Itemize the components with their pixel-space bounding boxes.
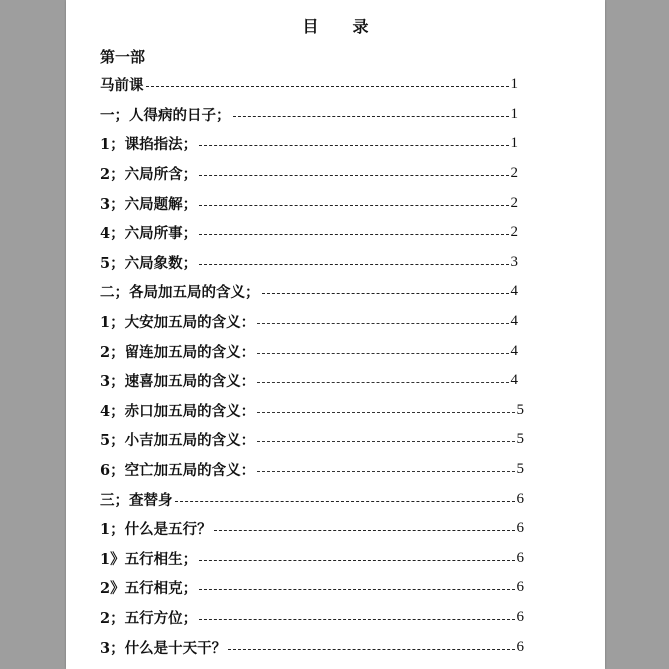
toc-dot-leader bbox=[257, 323, 508, 324]
toc-dot-leader bbox=[199, 589, 514, 590]
toc-entry-page-number: 6 bbox=[516, 608, 524, 625]
toc-entry[interactable] bbox=[100, 218, 518, 248]
toc-dot-leader bbox=[262, 293, 509, 294]
toc-entry-label: 2；五行方位； bbox=[100, 609, 198, 627]
toc-entry-label: 2》五行相克； bbox=[100, 580, 198, 598]
toc-entry-label: 2；六局所含； bbox=[100, 166, 198, 184]
toc-dot-leader bbox=[146, 86, 509, 87]
toc-entry-page-number: 1 bbox=[510, 105, 518, 122]
toc-entry-page-number: 4 bbox=[510, 372, 518, 389]
toc-entry[interactable] bbox=[100, 277, 518, 307]
toc-entry-label: 2；留连加五局的含义： bbox=[100, 343, 256, 361]
toc-dot-leader bbox=[257, 441, 514, 442]
toc-dot-leader bbox=[228, 649, 514, 650]
toc-dot-leader bbox=[257, 471, 514, 472]
toc-entry-page-number: 6 bbox=[516, 520, 524, 537]
toc-entry[interactable] bbox=[100, 248, 518, 278]
toc-entry-page-number: 3 bbox=[510, 253, 518, 270]
toc-entry-label: 1》五行相生； bbox=[100, 550, 198, 568]
toc-entry[interactable] bbox=[100, 129, 518, 159]
toc-entry[interactable] bbox=[100, 514, 524, 544]
toc-entry-label: 二；各局加五局的含义； bbox=[100, 284, 260, 302]
toc-entry-page-number: 2 bbox=[510, 224, 518, 241]
toc-entry[interactable] bbox=[100, 632, 524, 662]
toc-entry[interactable] bbox=[100, 366, 518, 396]
toc-dot-leader bbox=[257, 353, 508, 354]
toc-dot-leader bbox=[257, 412, 514, 413]
toc-title-char-2: 录 bbox=[352, 17, 369, 36]
toc-dot-leader bbox=[257, 382, 508, 383]
part-heading: 第一部 bbox=[100, 48, 146, 66]
toc-entry-label: 1；课掐指法； bbox=[100, 136, 198, 154]
toc-dot-leader bbox=[199, 145, 508, 146]
toc-entry[interactable] bbox=[100, 455, 524, 485]
toc-entry-label: 一；人得病的日子； bbox=[100, 106, 231, 124]
toc-entry[interactable] bbox=[100, 307, 518, 337]
toc-dot-leader bbox=[199, 234, 508, 235]
toc-entry-label: 4；赤口加五局的含义： bbox=[100, 402, 256, 420]
toc-dot-leader bbox=[199, 175, 508, 176]
toc-entry-page-number: 6 bbox=[516, 549, 524, 566]
toc-entry[interactable] bbox=[100, 159, 518, 189]
toc-entry-label: 3；什么是十天干？ bbox=[100, 639, 227, 657]
toc-entry-label: 3；速喜加五局的含义： bbox=[100, 373, 256, 391]
toc-dot-leader bbox=[175, 501, 515, 502]
toc-title-char-1: 目 bbox=[302, 17, 319, 36]
toc-entry-label: 1；大安加五局的含义： bbox=[100, 314, 256, 332]
toc-entry-label: 3；六局题解； bbox=[100, 195, 198, 213]
toc-entry-page-number: 4 bbox=[510, 283, 518, 300]
document-page bbox=[66, 0, 605, 669]
toc-entry[interactable] bbox=[100, 396, 524, 426]
toc-entry-label: 三；查替身 bbox=[100, 491, 173, 509]
toc-entry[interactable] bbox=[100, 336, 518, 366]
toc-entry[interactable] bbox=[100, 603, 524, 633]
toc-entry[interactable] bbox=[100, 100, 518, 130]
toc-entry-page-number: 5 bbox=[516, 401, 524, 418]
toc-title bbox=[66, 14, 605, 37]
toc-entry-page-number: 2 bbox=[510, 194, 518, 211]
toc-entry-page-number: 6 bbox=[516, 579, 524, 596]
toc-entry-page-number: 1 bbox=[510, 76, 518, 93]
toc-entry-page-number: 6 bbox=[516, 490, 524, 507]
toc-entry-label: 5；小吉加五局的含义： bbox=[100, 432, 256, 450]
toc-dot-leader bbox=[199, 619, 514, 620]
toc-dot-leader bbox=[233, 116, 509, 117]
toc-entry-page-number: 4 bbox=[510, 342, 518, 359]
toc-entry[interactable] bbox=[100, 188, 518, 218]
toc-entry-label: 5；六局象数； bbox=[100, 254, 198, 272]
toc-dot-leader bbox=[214, 530, 515, 531]
toc-dot-leader bbox=[199, 560, 514, 561]
toc-entry-label: 1；什么是五行？ bbox=[100, 521, 212, 539]
toc-entry-page-number: 5 bbox=[516, 431, 524, 448]
toc-entry-page-number: 2 bbox=[510, 165, 518, 182]
toc-entry-label: 马前课 bbox=[100, 77, 144, 95]
toc-entry-page-number: 1 bbox=[510, 135, 518, 152]
toc-entry-page-number: 6 bbox=[516, 638, 524, 655]
toc-entry[interactable] bbox=[100, 425, 524, 455]
toc-dot-leader bbox=[199, 264, 508, 265]
toc-entry-page-number: 5 bbox=[516, 461, 524, 478]
toc-entry[interactable] bbox=[100, 544, 524, 574]
toc-entry-label: 6；空亡加五局的含义： bbox=[100, 462, 256, 480]
toc-entry[interactable] bbox=[100, 70, 518, 100]
toc-dot-leader bbox=[199, 205, 508, 206]
toc-entry-page-number: 4 bbox=[510, 313, 518, 330]
toc-entry[interactable] bbox=[100, 573, 524, 603]
table-of-contents bbox=[100, 70, 524, 662]
toc-entry[interactable] bbox=[100, 484, 524, 514]
toc-entry-label: 4；六局所事； bbox=[100, 225, 198, 243]
